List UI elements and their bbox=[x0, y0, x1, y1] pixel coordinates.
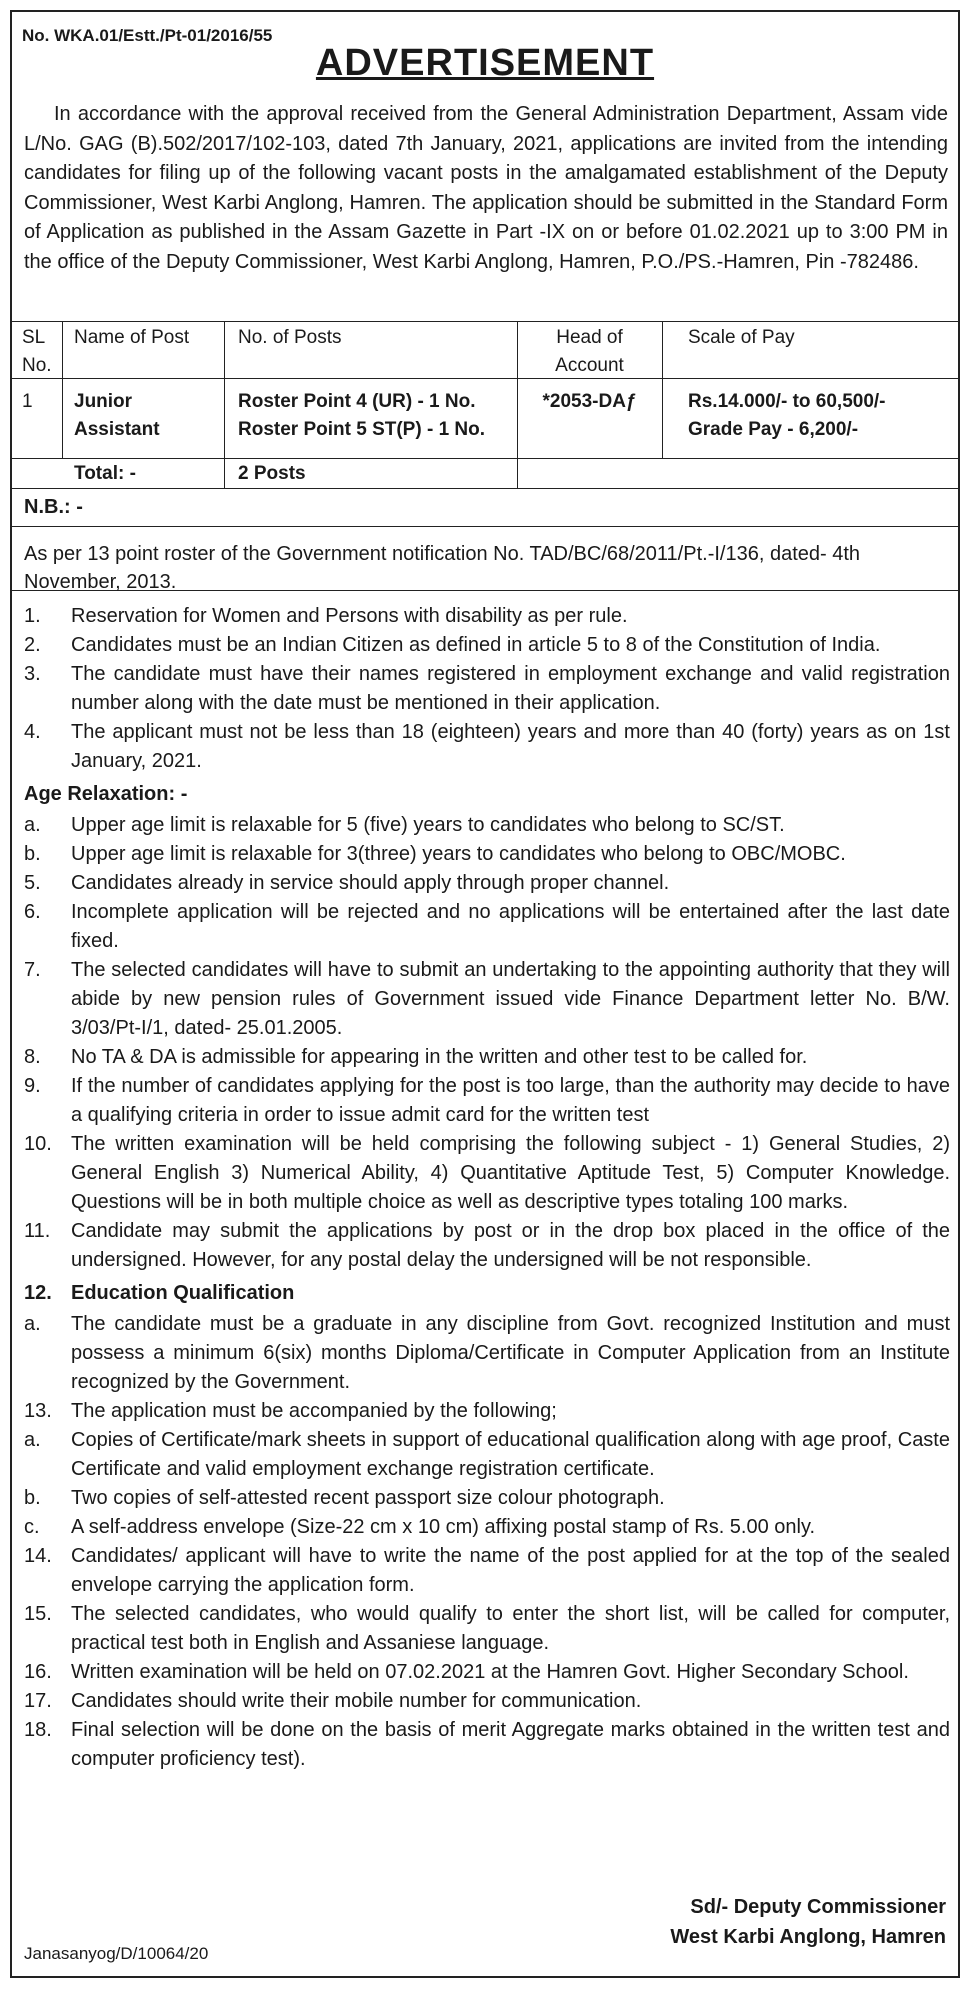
list-item-number: 7. bbox=[24, 959, 41, 981]
table-top-rule bbox=[12, 321, 958, 322]
list-item bbox=[24, 1484, 950, 1513]
list-item-text: Two copies of self-attested recent passport size colour photograph. bbox=[71, 1487, 665, 1509]
table-header-post: Name of Post bbox=[74, 327, 190, 348]
table-header-rule bbox=[12, 378, 958, 379]
list-item-text: The selected candidates, who would qualify to enter the short list, will be called for computer, practical test both in English and Assaniese language. bbox=[71, 1603, 950, 1654]
table-total-value: 2 Posts bbox=[238, 463, 306, 484]
list-item bbox=[24, 869, 950, 898]
list-item bbox=[24, 602, 950, 631]
list-item-text: Final selection will be done on the basis of merit Aggregate marks obtained in the written test and computer proficiency test). bbox=[71, 1719, 950, 1770]
list-item-number: 18. bbox=[24, 1719, 52, 1741]
list-item-number: 9. bbox=[24, 1075, 41, 1097]
education-heading: 12. Education Qualification bbox=[24, 1282, 295, 1304]
table-row-head: *2053-DAƒ bbox=[542, 391, 637, 412]
list-item bbox=[24, 1217, 950, 1275]
list-item-number: 1. bbox=[24, 605, 41, 627]
footer-code: Janasanyog/D/10064/20 bbox=[24, 1944, 209, 1963]
list-item-text: The application must be accompanied by the following; bbox=[71, 1400, 557, 1422]
roster-note: As per 13 point roster of the Government notification No. TAD/BC/68/2011/Pt.-I/136, dated- 4th November, 2013. bbox=[24, 543, 861, 593]
list-item bbox=[24, 1072, 950, 1130]
list-item-text: Upper age limit is relaxable for 5 (five) years to candidates who belong to SC/ST. bbox=[71, 814, 785, 836]
list-item-text: The written examination will be held comprising the following subject - 1) General Studies, 2) General English 3) Numerical Ability, 4) Quantitative Aptitude Test, 5) Computer Knowledge. Questions will be in both multiple choice as well as descriptive types totaling 100 marks. bbox=[71, 1133, 950, 1213]
table-header-sl: SL No. bbox=[22, 327, 52, 376]
list-item-text: Candidates must be an Indian Citizen as defined in article 5 to 8 of the Constitution of India. bbox=[71, 634, 881, 656]
list-item-text: Copies of Certificate/mark sheets in support of educational qualification along with age proof, Caste Certificate and valid employment exchange registration certificate. bbox=[71, 1429, 950, 1480]
list-item bbox=[24, 1043, 950, 1072]
table-row-post: Junior Assistant bbox=[74, 391, 160, 440]
list-item bbox=[24, 1426, 950, 1484]
table-bottom-rule bbox=[12, 488, 958, 489]
list-item bbox=[24, 1513, 950, 1542]
list-item bbox=[24, 1397, 950, 1426]
col-divider-1 bbox=[62, 321, 63, 458]
list-item-number: c. bbox=[24, 1516, 40, 1538]
list-item bbox=[24, 1542, 950, 1600]
signature-line-1: Sd/- Deputy Commissioner bbox=[690, 1896, 946, 1918]
list-item bbox=[24, 1716, 950, 1774]
list-group-b bbox=[24, 811, 950, 1275]
list-item-number: a. bbox=[24, 1313, 41, 1335]
list-item-text: The applicant must not be less than 18 (eighteen) years and more than 40 (forty) years as on 1st January, 2021. bbox=[71, 721, 950, 772]
list-item-text: The candidate must have their names registered in employment exchange and valid registration number along with the date must be mentioned in their application. bbox=[71, 663, 950, 714]
list-item-number: 10. bbox=[24, 1133, 52, 1155]
list-item-text: Incomplete application will be rejected and no applications will be entertained after the last date fixed. bbox=[71, 901, 950, 952]
reference-number: No. WKA.01/Estt./Pt-01/2016/55 bbox=[22, 26, 273, 45]
col-divider-4 bbox=[662, 321, 663, 458]
list-item bbox=[24, 1658, 950, 1687]
table-header-head: Head of Account bbox=[555, 327, 624, 376]
list-item-text: Written examination will be held on 07.02.2021 at the Hamren Govt. Higher Secondary School. bbox=[71, 1661, 909, 1683]
list-item-text: Upper age limit is relaxable for 3(three) years to candidates who belong to OBC/MOBC. bbox=[71, 843, 846, 865]
list-item-text: Candidates/ applicant will have to write the name of the post applied for at the top of the sealed envelope carrying the application form. bbox=[71, 1545, 950, 1596]
list-group-a bbox=[24, 602, 950, 776]
conditions-list bbox=[24, 602, 950, 1774]
list-item-number: 5. bbox=[24, 872, 41, 894]
list-item-number: b. bbox=[24, 843, 41, 865]
list-item bbox=[24, 956, 950, 1043]
page-title: ADVERTISEMENT bbox=[315, 42, 655, 84]
signature-line-2: West Karbi Anglong, Hamren bbox=[670, 1926, 946, 1948]
list-item-number: 4. bbox=[24, 721, 41, 743]
table-total-label: Total: - bbox=[74, 463, 136, 484]
list-item bbox=[24, 1600, 950, 1658]
list-item-text: If the number of candidates applying for the post is too large, than the authority may decide to have a qualifying criteria in order to issue admit card for the written test bbox=[71, 1075, 950, 1126]
list-item-number: 15. bbox=[24, 1603, 52, 1625]
list-item-text: The candidate must be a graduate in any discipline from Govt. recognized Institution and must possess a minimum 6(six) months Diploma/Certificate in Computer Application from an Institute recognized by the Government. bbox=[71, 1313, 950, 1393]
list-item bbox=[24, 840, 950, 869]
list-item-number: a. bbox=[24, 1429, 41, 1451]
list-item bbox=[24, 660, 950, 718]
list-item-text: No TA & DA is admissible for appearing in the written and other test to be called for. bbox=[71, 1046, 808, 1068]
list-item-number: 14. bbox=[24, 1545, 52, 1567]
table-header-posts: No. of Posts bbox=[238, 327, 342, 348]
list-item bbox=[24, 898, 950, 956]
advertisement-page bbox=[10, 10, 960, 1978]
table-row-posts: Roster Point 4 (UR) - 1 No. Roster Point 5 ST(P) - 1 No. bbox=[238, 391, 486, 440]
intro-paragraph bbox=[24, 100, 948, 277]
list-item-text: Candidates already in service should apply through proper channel. bbox=[71, 872, 670, 894]
list-item bbox=[24, 811, 950, 840]
list-item-text: A self-address envelope (Size-22 cm x 10 cm) affixing postal stamp of Rs. 5.00 only. bbox=[71, 1516, 816, 1538]
list-item-number: b. bbox=[24, 1487, 41, 1509]
list-item bbox=[24, 631, 950, 660]
list-item-number: 11. bbox=[24, 1220, 51, 1242]
signature-block bbox=[670, 1892, 946, 1952]
col-divider-2 bbox=[224, 321, 225, 488]
list-item-number: a. bbox=[24, 814, 41, 836]
list-item-text: Reservation for Women and Persons with disability as per rule. bbox=[71, 605, 628, 627]
list-item-number: 6. bbox=[24, 901, 41, 923]
list-item bbox=[24, 1687, 950, 1716]
list-item-number: 2. bbox=[24, 634, 41, 656]
list-item-number: 8. bbox=[24, 1046, 41, 1068]
list-item-number: 13. bbox=[24, 1400, 52, 1422]
list-item bbox=[24, 1310, 950, 1397]
list-item-number: 17. bbox=[24, 1690, 52, 1712]
list-item bbox=[24, 1130, 950, 1217]
list-item bbox=[24, 718, 950, 776]
table-header-pay: Scale of Pay bbox=[688, 327, 795, 348]
table-row-pay: Rs.14.000/- to 60,500/- Grade Pay - 6,200/- bbox=[688, 391, 886, 440]
list-item-number: 16. bbox=[24, 1661, 52, 1683]
intro-text: In accordance with the approval received from the General Administration Department, Assam vide L/No. GAG (B).502/2017/102-103, dated 7th January, 2021, applications are invited from the intending candidates for filing up of the following vacant posts in the amalgamated establishment of the Deputy Commissioner, West Karbi Anglong, Hamren. The application should be submitted in the Standard Form of Application as published in the Assam Gazette in Part -IX on or before 01.02.2021 up to 3:00 PM in the office of the Deputy Commissioner, West Karbi Anglong, Hamren, P.O./PS.-Hamren, Pin -782486. bbox=[24, 103, 948, 273]
table-row-sl: 1 bbox=[22, 391, 33, 412]
nb-rule bbox=[12, 526, 958, 527]
age-relaxation-heading: Age Relaxation: - bbox=[24, 783, 188, 805]
list-group-c bbox=[24, 1310, 950, 1774]
list-item-number: 3. bbox=[24, 663, 41, 685]
table-row-rule bbox=[12, 458, 958, 459]
list-item-text: The selected candidates will have to submit an undertaking to the appointing authority that they will abide by new pension rules of Government issued vide Finance Department letter No. B/W. 3/03/Pt-I/1, dated- 25.01.2005. bbox=[71, 959, 950, 1039]
nb-label: N.B.: - bbox=[24, 496, 83, 518]
list-item-text: Candidates should write their mobile number for communication. bbox=[71, 1690, 642, 1712]
list-item-text: Candidate may submit the applications by post or in the drop box placed in the office of the undersigned. However, for any postal delay the undersigned will be not responsible. bbox=[71, 1220, 950, 1271]
